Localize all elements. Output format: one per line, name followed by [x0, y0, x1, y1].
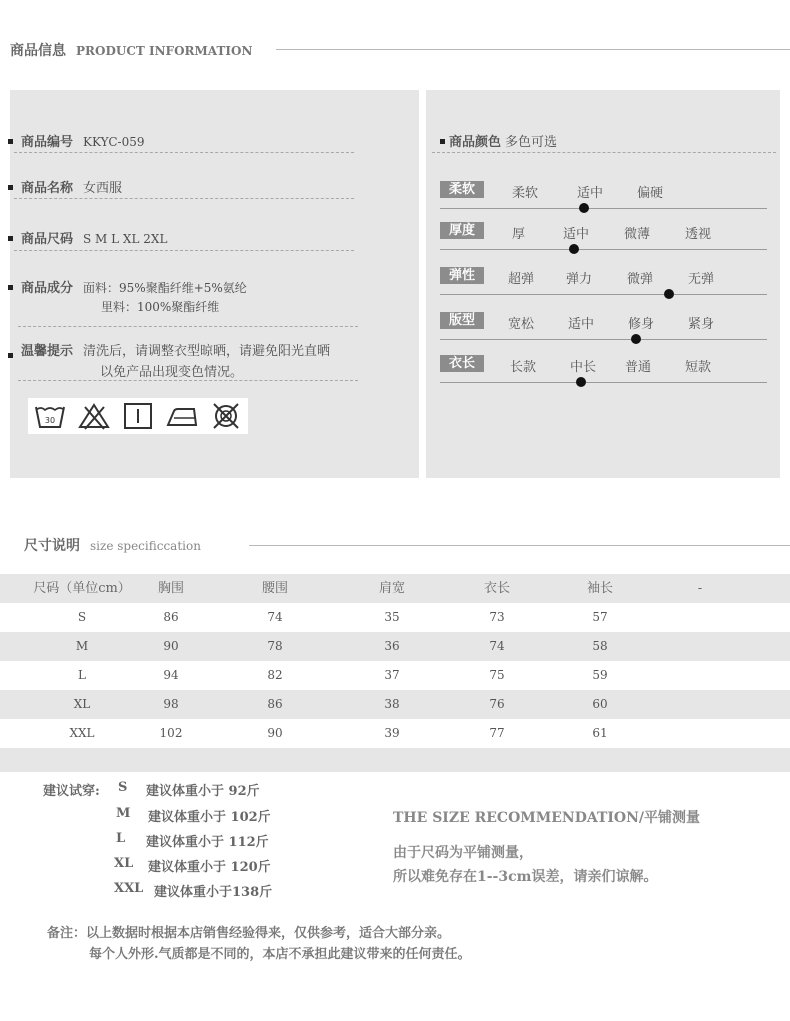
attr-scale-line — [440, 339, 767, 340]
attr-option: 偏硬 — [637, 186, 664, 201]
size-table-cell: 74 — [489, 639, 505, 653]
attr-scale-line — [440, 294, 767, 295]
size-table-cell: 59 — [592, 668, 608, 682]
bullet-icon — [8, 285, 13, 290]
dash-divider — [14, 152, 354, 153]
recommend-size: XL — [114, 856, 134, 871]
size-table-cell: 60 — [592, 697, 608, 711]
size-table-header-cell: 袖长 — [586, 581, 613, 596]
table-row — [0, 690, 790, 719]
recommend-size: S — [118, 780, 128, 795]
attr-option: 短款 — [685, 360, 712, 375]
info-color-value: 多色可选 — [505, 135, 558, 150]
info-sizes-value: S M L XL 2XL — [83, 232, 168, 246]
size-table-header-cell: 胸围 — [157, 581, 184, 596]
recommend-text: 建议体重小于 102斤 — [148, 810, 271, 825]
info-code-value: KKYC-059 — [83, 135, 145, 149]
tumble-dry-icon — [116, 398, 160, 434]
size-table-cell: 90 — [163, 639, 179, 653]
attr-level-marker — [579, 203, 589, 213]
size-spec-title-en: size specificcation — [90, 539, 201, 553]
size-table-cell: 86 — [163, 610, 179, 624]
table-row — [0, 719, 790, 748]
info-code-label: 商品编号 — [21, 135, 74, 150]
info-sizes-row — [8, 228, 167, 247]
no-dry-clean-icon — [204, 398, 248, 434]
attr-option: 适中 — [568, 317, 595, 332]
recommend-title: 建议试穿: — [43, 784, 100, 799]
attr-option: 微薄 — [624, 227, 651, 242]
attr-level-marker — [664, 289, 674, 299]
size-table-cell: 74 — [267, 610, 283, 624]
size-table-footer — [0, 748, 790, 772]
size-table-cell: XXL — [69, 726, 95, 740]
attr-option: 中长 — [570, 360, 597, 375]
info-code-row — [8, 131, 144, 150]
table-row — [0, 603, 790, 632]
attr-label-0: 柔软 — [440, 181, 484, 198]
size-table-cell: 36 — [384, 639, 400, 653]
note-line1: 备注：以上数据时根据本店销售经验得来，仅供参考，适合大部分亲。 — [47, 926, 451, 941]
info-material-label: 商品成分 — [21, 281, 74, 296]
size-table-cell: 77 — [489, 726, 505, 740]
size-spec-divider — [249, 545, 790, 546]
attr-option: 柔软 — [512, 186, 539, 201]
recommend-size: M — [116, 806, 131, 821]
size-table-cell: 98 — [163, 697, 179, 711]
care-icons — [28, 398, 248, 434]
recommend-en-title: THE SIZE RECOMMENDATION/平铺测量 — [393, 810, 701, 826]
bullet-icon — [8, 185, 13, 190]
bullet-icon — [8, 236, 13, 241]
product-info-title-cn: 商品信息 — [10, 43, 66, 59]
table-row — [0, 632, 790, 661]
attr-scale-line — [440, 208, 767, 209]
size-table-cell: 35 — [384, 610, 400, 624]
attr-option: 适中 — [563, 227, 590, 242]
size-table-cell: 78 — [267, 639, 283, 653]
size-table-cell: 75 — [489, 668, 505, 682]
info-color-row — [440, 131, 557, 150]
attr-option: 长款 — [510, 360, 537, 375]
attr-option: 宽松 — [508, 317, 535, 332]
size-table-cell: 94 — [163, 668, 179, 682]
size-table-cell: 38 — [384, 697, 400, 711]
table-row — [0, 661, 790, 690]
attr-label-2: 弹性 — [440, 267, 484, 284]
attr-option: 超弹 — [508, 272, 535, 287]
size-table-cell: 102 — [159, 726, 183, 740]
recommend-cn-line2: 所以难免存在1--3cm误差，请亲们谅解。 — [393, 869, 658, 885]
size-table-cell: 86 — [267, 697, 283, 711]
attr-label-4: 衣长 — [440, 355, 484, 372]
size-table-header-cell: 肩宽 — [378, 581, 405, 596]
size-table-header-cell: 尺码（单位cm） — [33, 581, 131, 596]
dash-divider — [18, 380, 358, 381]
bullet-icon — [440, 139, 445, 144]
attr-option: 普通 — [625, 360, 652, 375]
attr-label-1: 厚度 — [440, 222, 484, 239]
wash-30-icon — [28, 398, 72, 434]
size-table-cell: 73 — [489, 610, 505, 624]
attr-option: 适中 — [577, 186, 604, 201]
dash-divider — [432, 152, 776, 153]
attr-option: 紧身 — [688, 317, 715, 332]
size-table-cell: 90 — [267, 726, 283, 740]
size-table-cell: M — [75, 639, 89, 653]
size-table-header-cell: 腰围 — [261, 581, 288, 596]
info-name-label: 商品名称 — [21, 181, 74, 196]
info-name-value: 女西服 — [83, 181, 123, 196]
attr-option: 厚 — [512, 227, 526, 242]
iron-icon — [160, 398, 204, 434]
attr-option: 透视 — [685, 227, 712, 242]
size-table-cell: 57 — [592, 610, 608, 624]
size-table-cell: XL — [73, 697, 91, 711]
bullet-icon — [8, 139, 13, 144]
recommend-text: 建议体重小于 92斤 — [146, 784, 260, 799]
size-table-cell: 76 — [489, 697, 505, 711]
attr-level-marker — [569, 244, 579, 254]
attr-scale-line — [440, 249, 767, 250]
size-table-cell: 58 — [592, 639, 608, 653]
recommend-text: 建议体重小于 112斤 — [146, 835, 269, 850]
bullet-icon — [8, 353, 13, 358]
no-bleach-icon — [72, 398, 116, 434]
info-material-line1: 面料：95%聚酯纤维+5%氨纶 — [83, 281, 247, 295]
attr-label-3: 版型 — [440, 312, 484, 329]
size-table-header-cell: 衣长 — [483, 581, 510, 596]
info-material-line2: 里料：100%聚酯纤维 — [101, 300, 220, 314]
size-table-header-cell: - — [697, 581, 703, 596]
note-line2: 每个人外形.气质都是不同的，本店不承担此建议带来的任何责任。 — [89, 947, 471, 962]
attr-option: 修身 — [628, 317, 655, 332]
recommend-cn-line1: 由于尺码为平铺测量， — [393, 845, 533, 861]
attr-scale-line — [440, 382, 767, 383]
info-notice-row — [8, 340, 330, 359]
size-table-cell: L — [78, 668, 86, 682]
size-table-cell: 39 — [384, 726, 400, 740]
product-info-header — [10, 40, 252, 60]
size-spec-header — [24, 535, 201, 555]
size-table-cell: 61 — [592, 726, 608, 740]
size-table-cell: S — [77, 610, 87, 624]
product-info-divider — [276, 49, 790, 50]
attr-option: 无弹 — [688, 272, 715, 287]
size-spec-title-cn: 尺寸说明 — [24, 538, 80, 554]
size-table-cell: 37 — [384, 668, 400, 682]
attr-option: 微弹 — [627, 272, 654, 287]
dash-divider — [14, 250, 354, 251]
dash-divider — [18, 326, 358, 327]
recommend-text: 建议体重小于 120斤 — [148, 860, 271, 875]
info-notice-line2: 以免产品出现变色情况。 — [100, 365, 244, 380]
attr-option: 弹力 — [566, 272, 593, 287]
product-info-title-en: PRODUCT INFORMATION — [76, 44, 253, 58]
recommend-size: L — [116, 831, 126, 846]
info-material-row — [8, 277, 247, 296]
size-table-cell: 82 — [267, 668, 283, 682]
svg-text:30: 30 — [44, 416, 56, 425]
size-table-header — [0, 574, 790, 603]
recommend-size: XXL — [114, 881, 144, 896]
attr-level-marker — [576, 377, 586, 387]
recommend-text: 建议体重小于138斤 — [154, 885, 273, 900]
info-name-row — [8, 177, 122, 196]
info-color-label: 商品颜色 — [449, 135, 502, 150]
info-notice-label: 温馨提示 — [21, 344, 74, 359]
dash-divider — [14, 198, 354, 199]
info-notice-line1: 清洗后，请调整衣型晾晒，请避免阳光直晒 — [83, 344, 331, 359]
info-sizes-label: 商品尺码 — [21, 232, 74, 247]
